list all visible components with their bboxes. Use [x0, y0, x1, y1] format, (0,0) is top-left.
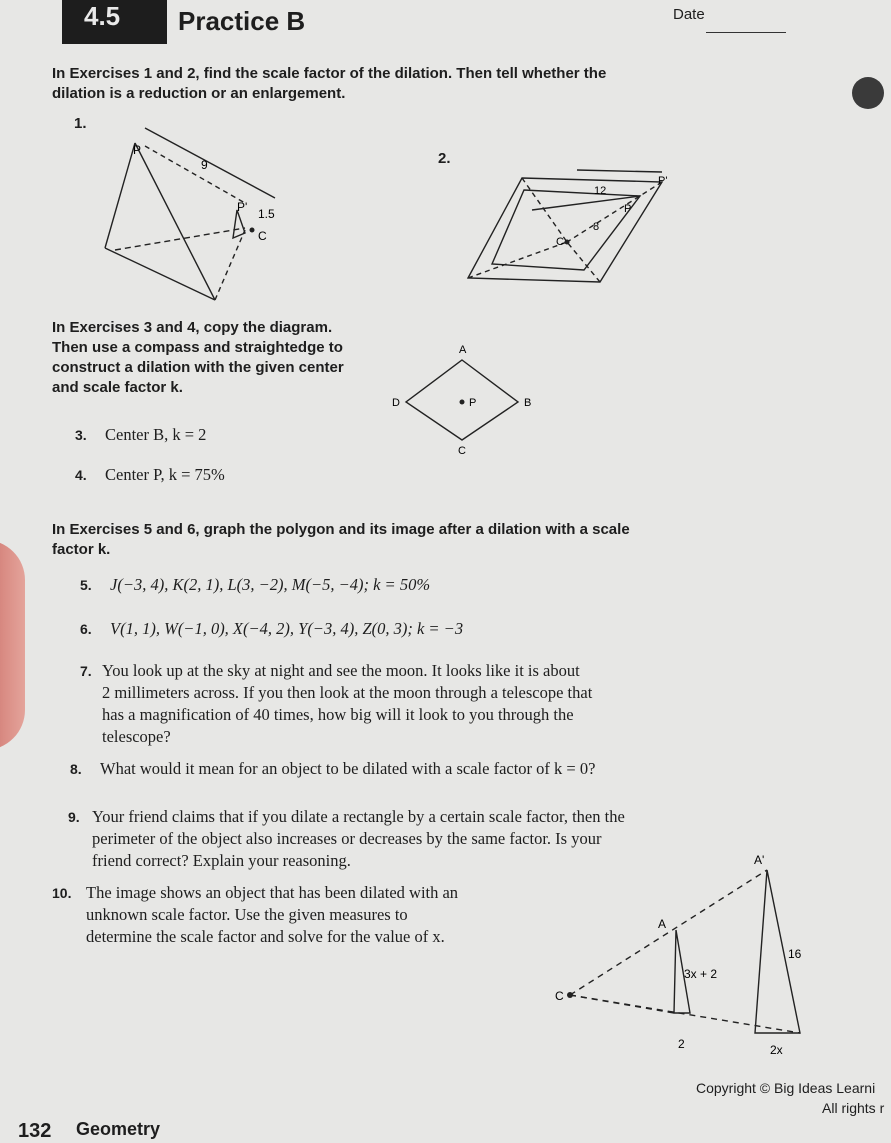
exercise-text: What would it mean for an object to be dilated with a scale factor of k = 0? [100, 759, 596, 778]
label-a: A [658, 917, 667, 931]
exercise-number: 6. [80, 621, 92, 637]
label-c: C [555, 989, 564, 1003]
center-point [565, 240, 570, 245]
exercise-8 [70, 758, 595, 780]
label-p-prime: P' [237, 200, 248, 214]
label-b: B [524, 397, 532, 409]
triangle-1-edge [105, 248, 215, 300]
exercise-text: Center B, k = 2 [105, 425, 207, 444]
label-p: P [469, 397, 477, 409]
exercise-3 [75, 424, 206, 446]
measure-line-9 [145, 128, 275, 198]
label-length-outer: 9 [201, 158, 208, 172]
exercise-text-line: You look up at the sky at night and see the moon. It looks like it is about [102, 661, 580, 680]
exercise-text-line: 2 millimeters across. If you then look at the moon through a telescope that [102, 683, 593, 702]
label-base-large: 2x [770, 1043, 783, 1057]
label-length-inner: 8 [593, 221, 600, 233]
exercise-text-line: unknown scale factor. Use the given measures to [86, 905, 408, 924]
label-c: C [458, 445, 466, 457]
exercise-number: 3. [75, 427, 87, 443]
ray-dashed [522, 178, 567, 242]
instructions-3-4: In Exercises 3 and 4, copy the diagram. Then use a compass and straightedge to construct a dilation with the given center and scale factor k. [52, 319, 344, 396]
section-badge: 4.5 [62, 0, 167, 44]
rights-notice: All rights r [822, 1100, 885, 1116]
exercise-7 [80, 660, 700, 748]
label-p: P [133, 143, 142, 157]
label-length-inner: 1.5 [258, 207, 275, 221]
triangle-1-edge [105, 143, 135, 248]
exercise-text-line: telescope? [102, 727, 171, 746]
ray-dashed [567, 242, 600, 282]
exercise-text-line: friend correct? Explain your reasoning. [92, 851, 351, 870]
exercise-text-line: The image shows an object that has been dilated with an [86, 883, 459, 902]
footer-subject: Geometry [76, 1119, 161, 1139]
exercise-number: 8. [70, 761, 82, 777]
label-a-prime: A' [754, 853, 765, 867]
exercise-1-number: 1. [74, 115, 87, 132]
exercise-10 [52, 882, 552, 948]
exercise-text-line: determine the scale factor and solve for the value of x. [86, 927, 445, 946]
rhombus-diagram [390, 340, 540, 460]
thumb-overlay [0, 540, 25, 750]
label-d: D [392, 397, 400, 409]
exercise-number: 4. [75, 467, 87, 483]
measure-line-12 [577, 170, 662, 172]
center-point-c [567, 992, 573, 998]
center-point [250, 228, 255, 233]
inner-parallelogram [492, 190, 640, 270]
dilation-diagram-1 [95, 118, 305, 308]
exercise-number: 10. [52, 885, 72, 901]
exercise-6 [80, 618, 463, 640]
label-side-small: 3x + 2 [684, 967, 718, 981]
exercise-text: V(1, 1), W(−1, 0), X(−4, 2), Y(−3, 4), Z(0, 3); k = −3 [110, 619, 464, 638]
label-length-outer: 12 [594, 185, 607, 197]
exercise-text-line: has a magnification of 40 times, how big will it look to you through the [102, 705, 574, 724]
ray-dashed [570, 995, 674, 1013]
date-label: Date [673, 6, 705, 23]
copyright-notice: Copyright © Big Ideas Learni [696, 1080, 876, 1096]
exercise-number: 7. [80, 663, 92, 679]
page-title: Practice B [178, 6, 306, 36]
dilation-diagram-10 [550, 848, 820, 1063]
exercise-text: Center P, k = 75% [105, 465, 225, 484]
small-triangle [233, 210, 245, 238]
exercise-number: 5. [80, 577, 92, 593]
ray-dashed [567, 182, 662, 242]
exercise-text: J(−3, 4), K(2, 1), L(3, −2), M(−5, −4); k = 50% [110, 575, 431, 594]
point-p [460, 400, 465, 405]
label-p: P [624, 203, 632, 215]
exercise-2-number: 2. [438, 150, 451, 167]
label-a: A [459, 344, 467, 356]
label-c: C [258, 229, 267, 243]
exercise-number: 9. [68, 809, 80, 825]
exercise-5 [80, 574, 430, 596]
outer-parallelogram [468, 178, 662, 282]
dilation-diagram-2 [462, 160, 692, 290]
binder-hole [852, 77, 884, 109]
exercise-text-line: Your friend claims that if you dilate a rectangle by a certain scale factor, then the [92, 807, 625, 826]
instructions-5-6: In Exercises 5 and 6, graph the polygon and its image after a dilation with a scale factor k. [52, 521, 630, 558]
page-number: 132 [18, 1120, 52, 1142]
ray-dashed [468, 242, 567, 278]
exercise-text-line: perimeter of the object also increases or decreases by the same factor. Is your [92, 829, 602, 848]
label-c: C [556, 236, 564, 248]
exercise-4 [75, 464, 225, 486]
label-base-small: 2 [678, 1037, 685, 1051]
date-line [706, 32, 786, 33]
ray-dashed [570, 870, 767, 995]
label-p-prime: P' [658, 175, 668, 187]
instructions-1-2: In Exercises 1 and 2, find the scale factor of the dilation. Then tell whether the dilation is a reduction or an enlargement. [52, 65, 607, 102]
ray-dashed [215, 230, 245, 300]
label-side-large: 16 [788, 947, 802, 961]
